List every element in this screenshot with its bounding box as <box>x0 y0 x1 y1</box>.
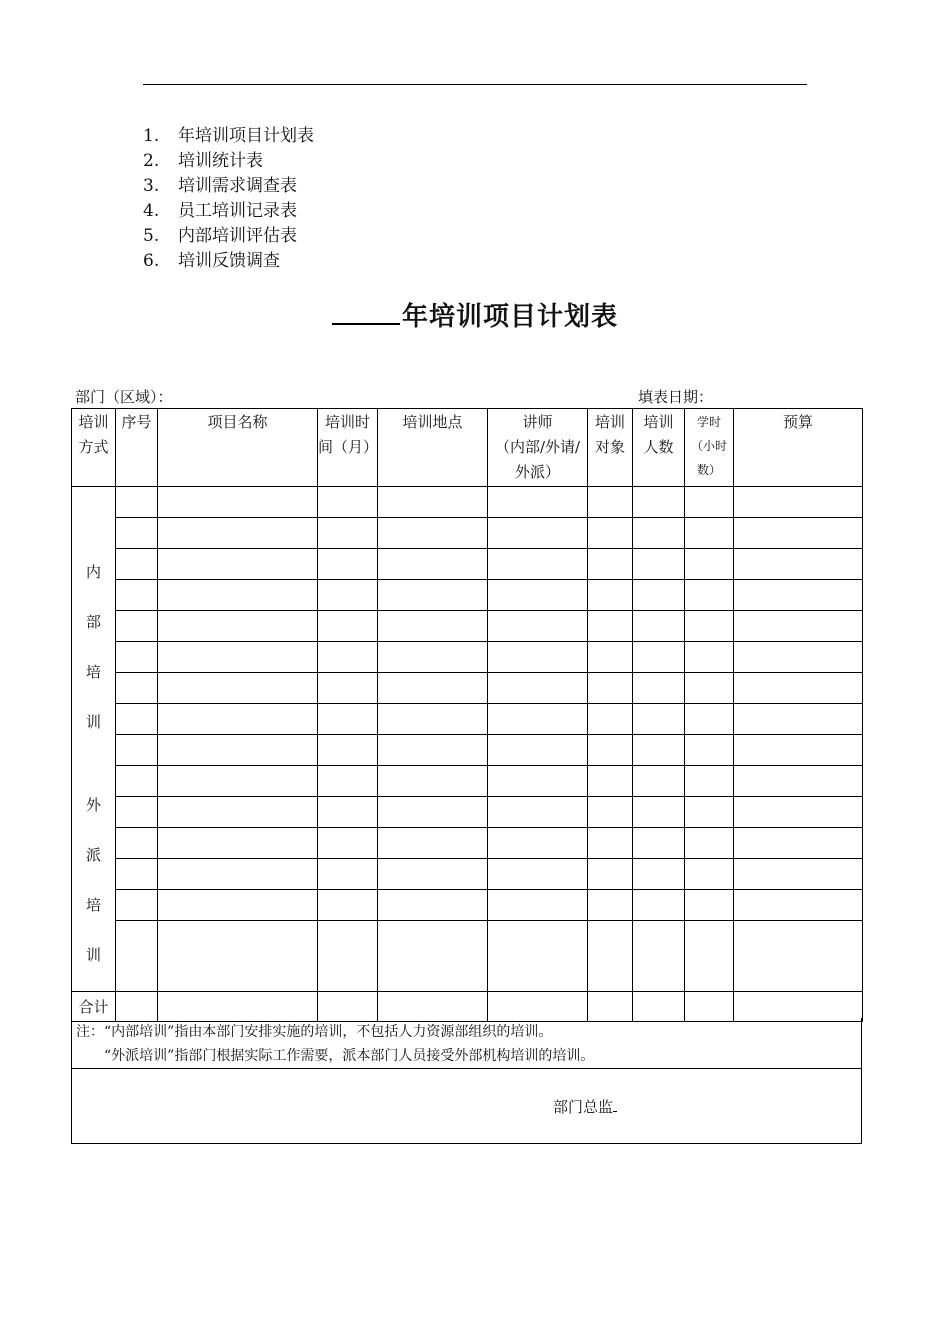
table-cell <box>488 735 588 766</box>
table-cell <box>633 642 685 673</box>
table-cell <box>588 921 633 992</box>
table-cell <box>378 611 488 642</box>
side-char: 培 <box>85 896 101 914</box>
table-cell <box>318 611 378 642</box>
table-cell <box>633 580 685 611</box>
table-cell <box>488 549 588 580</box>
table-cell <box>734 642 863 673</box>
table-cell <box>158 549 318 580</box>
index-item-label: 内部培训评估表 <box>178 226 297 246</box>
table-cell <box>158 828 318 859</box>
table-cell <box>318 921 378 992</box>
header-target: 培训 对象 <box>588 409 633 487</box>
table-cell <box>318 859 378 890</box>
table-cell <box>633 890 685 921</box>
table-cell <box>488 828 588 859</box>
side-char: 派 <box>85 846 101 864</box>
training-plan-table <box>71 408 863 1022</box>
table-cell <box>488 518 588 549</box>
table-cell <box>488 797 588 828</box>
table-cell <box>378 642 488 673</box>
signature-field <box>553 1096 617 1117</box>
date-label: 填表日期： <box>638 388 714 406</box>
index-item-label: 年培训项目计划表 <box>178 126 314 146</box>
table-cell <box>158 518 318 549</box>
table-cell <box>633 766 685 797</box>
table-cell <box>685 859 734 890</box>
year-blank <box>332 301 400 325</box>
note-line: 注：“内部培训”指由本部门安排实施的培训，不包括人力资源部组织的培训。 <box>76 1024 553 1040</box>
table-cell <box>633 518 685 549</box>
table-cell <box>318 580 378 611</box>
table-cell <box>685 580 734 611</box>
table-cell <box>685 828 734 859</box>
table-cell <box>378 797 488 828</box>
table-cell <box>588 518 633 549</box>
table-cell <box>378 921 488 992</box>
table-cell <box>116 673 158 704</box>
table-cell <box>685 642 734 673</box>
table-cell <box>588 766 633 797</box>
table-cell <box>488 766 588 797</box>
table-row <box>72 487 863 518</box>
table-cell <box>318 735 378 766</box>
table-cell <box>588 549 633 580</box>
table-cell <box>318 797 378 828</box>
table-cell <box>158 859 318 890</box>
table-cell <box>116 704 158 735</box>
table-cell <box>588 890 633 921</box>
index-item: 2. 培训统计表 <box>143 151 263 171</box>
index-item: 4. 员工培训记录表 <box>143 201 297 221</box>
table-cell <box>488 611 588 642</box>
table-cell <box>588 642 633 673</box>
table-cell <box>633 859 685 890</box>
header-time: 培训时 间（月） <box>318 409 378 487</box>
table-cell <box>318 890 378 921</box>
table-cell <box>488 673 588 704</box>
table-cell <box>158 642 318 673</box>
header-row <box>72 409 863 487</box>
table-cell <box>588 673 633 704</box>
table-cell <box>734 828 863 859</box>
table-cell <box>588 797 633 828</box>
table-row <box>72 921 863 992</box>
table-cell <box>318 704 378 735</box>
table-cell <box>685 921 734 992</box>
table-cell <box>685 673 734 704</box>
table-cell <box>116 611 158 642</box>
signature-box <box>71 1068 862 1144</box>
table-cell <box>158 580 318 611</box>
table-cell <box>633 611 685 642</box>
header-count: 培训 人数 <box>633 409 685 487</box>
index-item: 3. 培训需求调查表 <box>143 176 297 196</box>
table-cell <box>734 890 863 921</box>
table-cell <box>116 859 158 890</box>
table-cell <box>488 642 588 673</box>
table-cell <box>588 828 633 859</box>
table-cell <box>158 673 318 704</box>
table-cell <box>588 580 633 611</box>
table-cell <box>685 797 734 828</box>
table-cell <box>734 766 863 797</box>
table-row <box>72 549 863 580</box>
table-cell <box>378 766 488 797</box>
table-cell <box>633 797 685 828</box>
index-item: 5. 内部培训评估表 <box>143 226 297 246</box>
table-cell <box>633 735 685 766</box>
table-cell <box>685 518 734 549</box>
side-char: 培 <box>85 663 101 681</box>
signature-line <box>613 1097 617 1112</box>
table-cell <box>116 549 158 580</box>
table-cell <box>734 580 863 611</box>
table-cell <box>734 921 863 992</box>
table-cell <box>378 549 488 580</box>
table-cell <box>734 704 863 735</box>
notes <box>71 1018 862 1068</box>
table-cell <box>158 797 318 828</box>
table-cell <box>116 828 158 859</box>
table-cell <box>158 766 318 797</box>
table-row <box>72 766 863 797</box>
index-item-label: 培训统计表 <box>178 151 263 171</box>
table-cell <box>588 735 633 766</box>
table-cell <box>116 766 158 797</box>
table-cell <box>378 890 488 921</box>
page-title <box>0 296 950 333</box>
table-row <box>72 797 863 828</box>
side-char: 训 <box>85 946 101 964</box>
index-item: 1. 年培训项目计划表 <box>143 126 314 146</box>
table-cell <box>633 921 685 992</box>
table-cell <box>633 704 685 735</box>
table-row <box>72 518 863 549</box>
header-hours: 学时 （小时 数） <box>685 409 734 487</box>
index-item: 6. 培训反馈调查 <box>143 251 280 271</box>
table-cell <box>318 766 378 797</box>
table-cell <box>588 611 633 642</box>
table-cell <box>116 797 158 828</box>
document-index <box>143 124 314 274</box>
table-row <box>72 704 863 735</box>
table-cell <box>378 673 488 704</box>
table-cell <box>685 766 734 797</box>
table-row <box>72 735 863 766</box>
table-cell <box>488 859 588 890</box>
table-cell <box>116 735 158 766</box>
top-rule <box>143 84 807 85</box>
table-cell <box>734 549 863 580</box>
total-row <box>72 992 863 1022</box>
header-budget: 预算 <box>734 409 863 487</box>
signature-label: 部门总监 <box>553 1098 614 1116</box>
table-cell <box>734 611 863 642</box>
table-cell <box>734 673 863 704</box>
side-char: 部 <box>85 613 101 631</box>
note-line: “外派培训”指部门根据实际工作需要，派本部门人员接受外部机构培训的培训。 <box>104 1048 595 1064</box>
table-row <box>72 580 863 611</box>
table-cell <box>685 611 734 642</box>
department-label: 部门（区域）： <box>75 388 173 406</box>
table-cell <box>116 921 158 992</box>
table-row <box>72 890 863 921</box>
table-cell <box>734 797 863 828</box>
header-mode: 培训 方式 <box>72 409 116 487</box>
table-cell <box>378 859 488 890</box>
table-cell <box>318 518 378 549</box>
training-mode-cell <box>72 487 116 992</box>
header-name: 项目名称 <box>158 409 318 487</box>
header-lecturer: 讲师 （内部/外请/ 外派） <box>488 409 588 487</box>
table-cell <box>488 580 588 611</box>
index-item-label: 员工培训记录表 <box>178 201 297 221</box>
table-cell <box>158 890 318 921</box>
index-item-label: 培训需求调查表 <box>178 176 297 196</box>
table-cell <box>116 580 158 611</box>
table-cell <box>633 673 685 704</box>
total-label: 合计 <box>72 992 116 1022</box>
table-row <box>72 673 863 704</box>
table-cell <box>318 828 378 859</box>
table-cell <box>633 828 685 859</box>
table-cell <box>378 828 488 859</box>
table-cell <box>488 890 588 921</box>
table-row <box>72 611 863 642</box>
table-row <box>72 642 863 673</box>
table-cell <box>378 580 488 611</box>
side-char: 外 <box>85 796 101 814</box>
header-seq: 序号 <box>116 409 158 487</box>
table-cell <box>378 735 488 766</box>
table-body <box>72 487 863 1022</box>
table-cell <box>685 890 734 921</box>
table-cell <box>158 735 318 766</box>
table-cell <box>734 735 863 766</box>
table-cell <box>158 704 318 735</box>
table-cell <box>488 921 588 992</box>
table-cell <box>116 642 158 673</box>
table-cell <box>734 859 863 890</box>
table-cell <box>318 549 378 580</box>
table-cell <box>488 704 588 735</box>
table-row <box>72 828 863 859</box>
table-cell <box>116 890 158 921</box>
side-char: 训 <box>85 713 101 731</box>
index-item-label: 培训反馈调查 <box>178 251 280 271</box>
table-cell <box>633 549 685 580</box>
header-place: 培训地点 <box>378 409 488 487</box>
table-cell <box>318 673 378 704</box>
table-cell <box>116 518 158 549</box>
table-cell <box>378 518 488 549</box>
table-cell <box>378 704 488 735</box>
table-cell <box>588 704 633 735</box>
table-cell <box>318 642 378 673</box>
table-cell <box>734 518 863 549</box>
side-char: 内 <box>85 563 101 581</box>
table-cell <box>685 704 734 735</box>
table-cell <box>588 859 633 890</box>
table-cell <box>685 735 734 766</box>
table-cell <box>158 611 318 642</box>
table-row <box>72 859 863 890</box>
table-cell <box>685 549 734 580</box>
table-cell <box>158 921 318 992</box>
page-title-text: 年培训项目计划表 <box>401 302 618 332</box>
